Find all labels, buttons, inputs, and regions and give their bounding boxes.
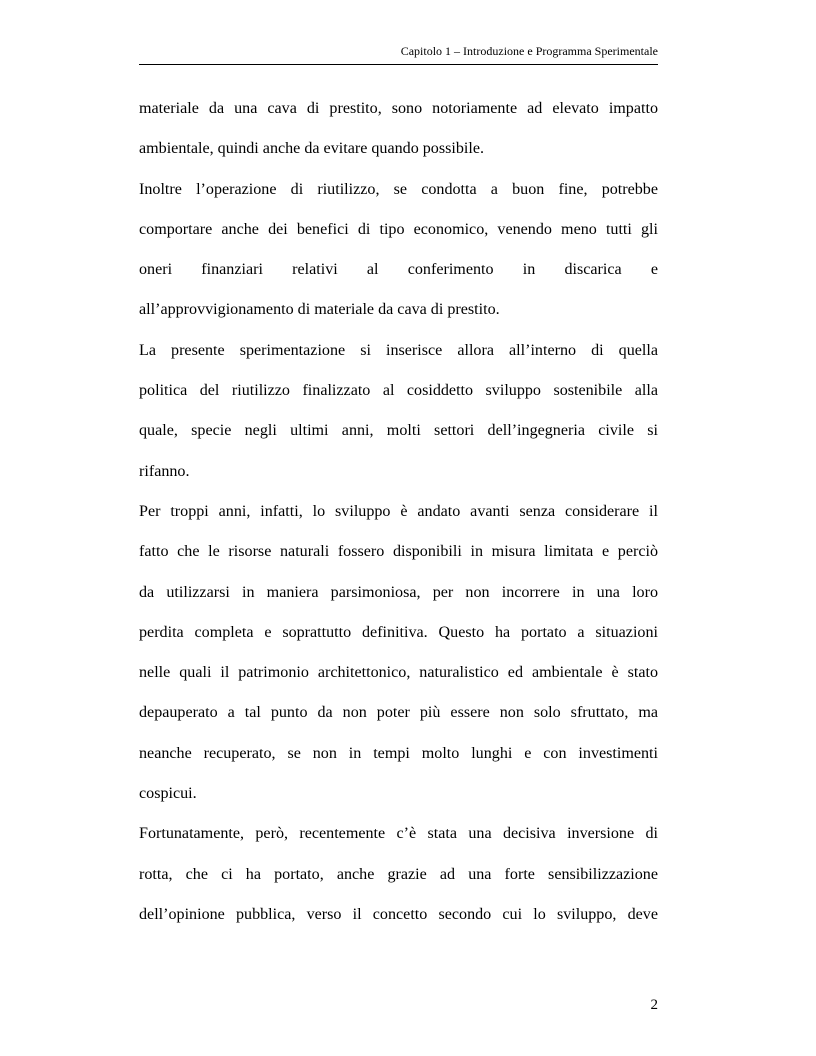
text-line: perdita completa e soprattutto definitiva. Questo ha portato a situazioni	[139, 623, 658, 641]
text-line: La presente sperimentazione si inserisce allora all’interno di quella	[139, 341, 658, 359]
text-line: fatto che le risorse naturali fossero disponibili in misura limitata e perciò	[139, 543, 658, 561]
paragraph	[139, 89, 658, 170]
text-line: rotta, che ci ha portato, anche grazie ad una forte sensibilizzazione	[139, 865, 658, 883]
text-line: politica del riutilizzo finalizzato al cosiddetto sviluppo sostenibile alla	[139, 382, 658, 400]
text-line: all’approvvigionamento di materiale da cava di prestito.	[139, 301, 500, 319]
text-line: comportare anche dei benefici di tipo economico, venendo meno tutti gli	[139, 220, 658, 238]
header-rule	[139, 64, 658, 65]
text-line: Fortunatamente, però, recentemente c’è stata una decisiva inversione di	[139, 825, 658, 843]
text-line: Per troppi anni, infatti, lo sviluppo è andato avanti senza considerare il	[139, 502, 658, 520]
text-line: Inoltre l’operazione di riutilizzo, se condotta a buon fine, potrebbe	[139, 180, 658, 198]
text-line: materiale da una cava di prestito, sono notoriamente ad elevato impatto	[139, 100, 658, 117]
paragraph	[139, 331, 658, 492]
text-line: quale, specie negli ultimi anni, molti settori dell’ingegneria civile si	[139, 422, 658, 440]
text-line: rifanno.	[139, 462, 190, 480]
page-number: 2	[650, 997, 658, 1013]
text-line: neanche recuperato, se non in tempi molto lunghi e con investimenti	[139, 744, 658, 762]
text-line: ambientale, quindi anche da evitare quando possibile.	[139, 140, 485, 158]
text-line: dell’opinione pubblica, verso il concetto secondo cui lo sviluppo, deve	[139, 905, 658, 923]
paragraph	[139, 492, 658, 814]
text-line: depauperato a tal punto da non poter più essere non solo sfruttato, ma	[139, 704, 658, 722]
paragraph	[139, 814, 658, 935]
body-text	[139, 89, 658, 935]
running-header: Capitolo 1 – Introduzione e Programma Sperimentale	[400, 44, 658, 58]
paragraph	[139, 170, 658, 331]
text-line: da utilizzarsi in maniera parsimoniosa, per non incorrere in una loro	[139, 583, 658, 601]
text-line: cospicui.	[139, 785, 197, 803]
text-line: nelle quali il patrimonio architettonico, naturalistico ed ambientale è stato	[139, 664, 658, 682]
text-line: oneri finanziari relativi al conferimento in discarica e	[139, 261, 658, 279]
